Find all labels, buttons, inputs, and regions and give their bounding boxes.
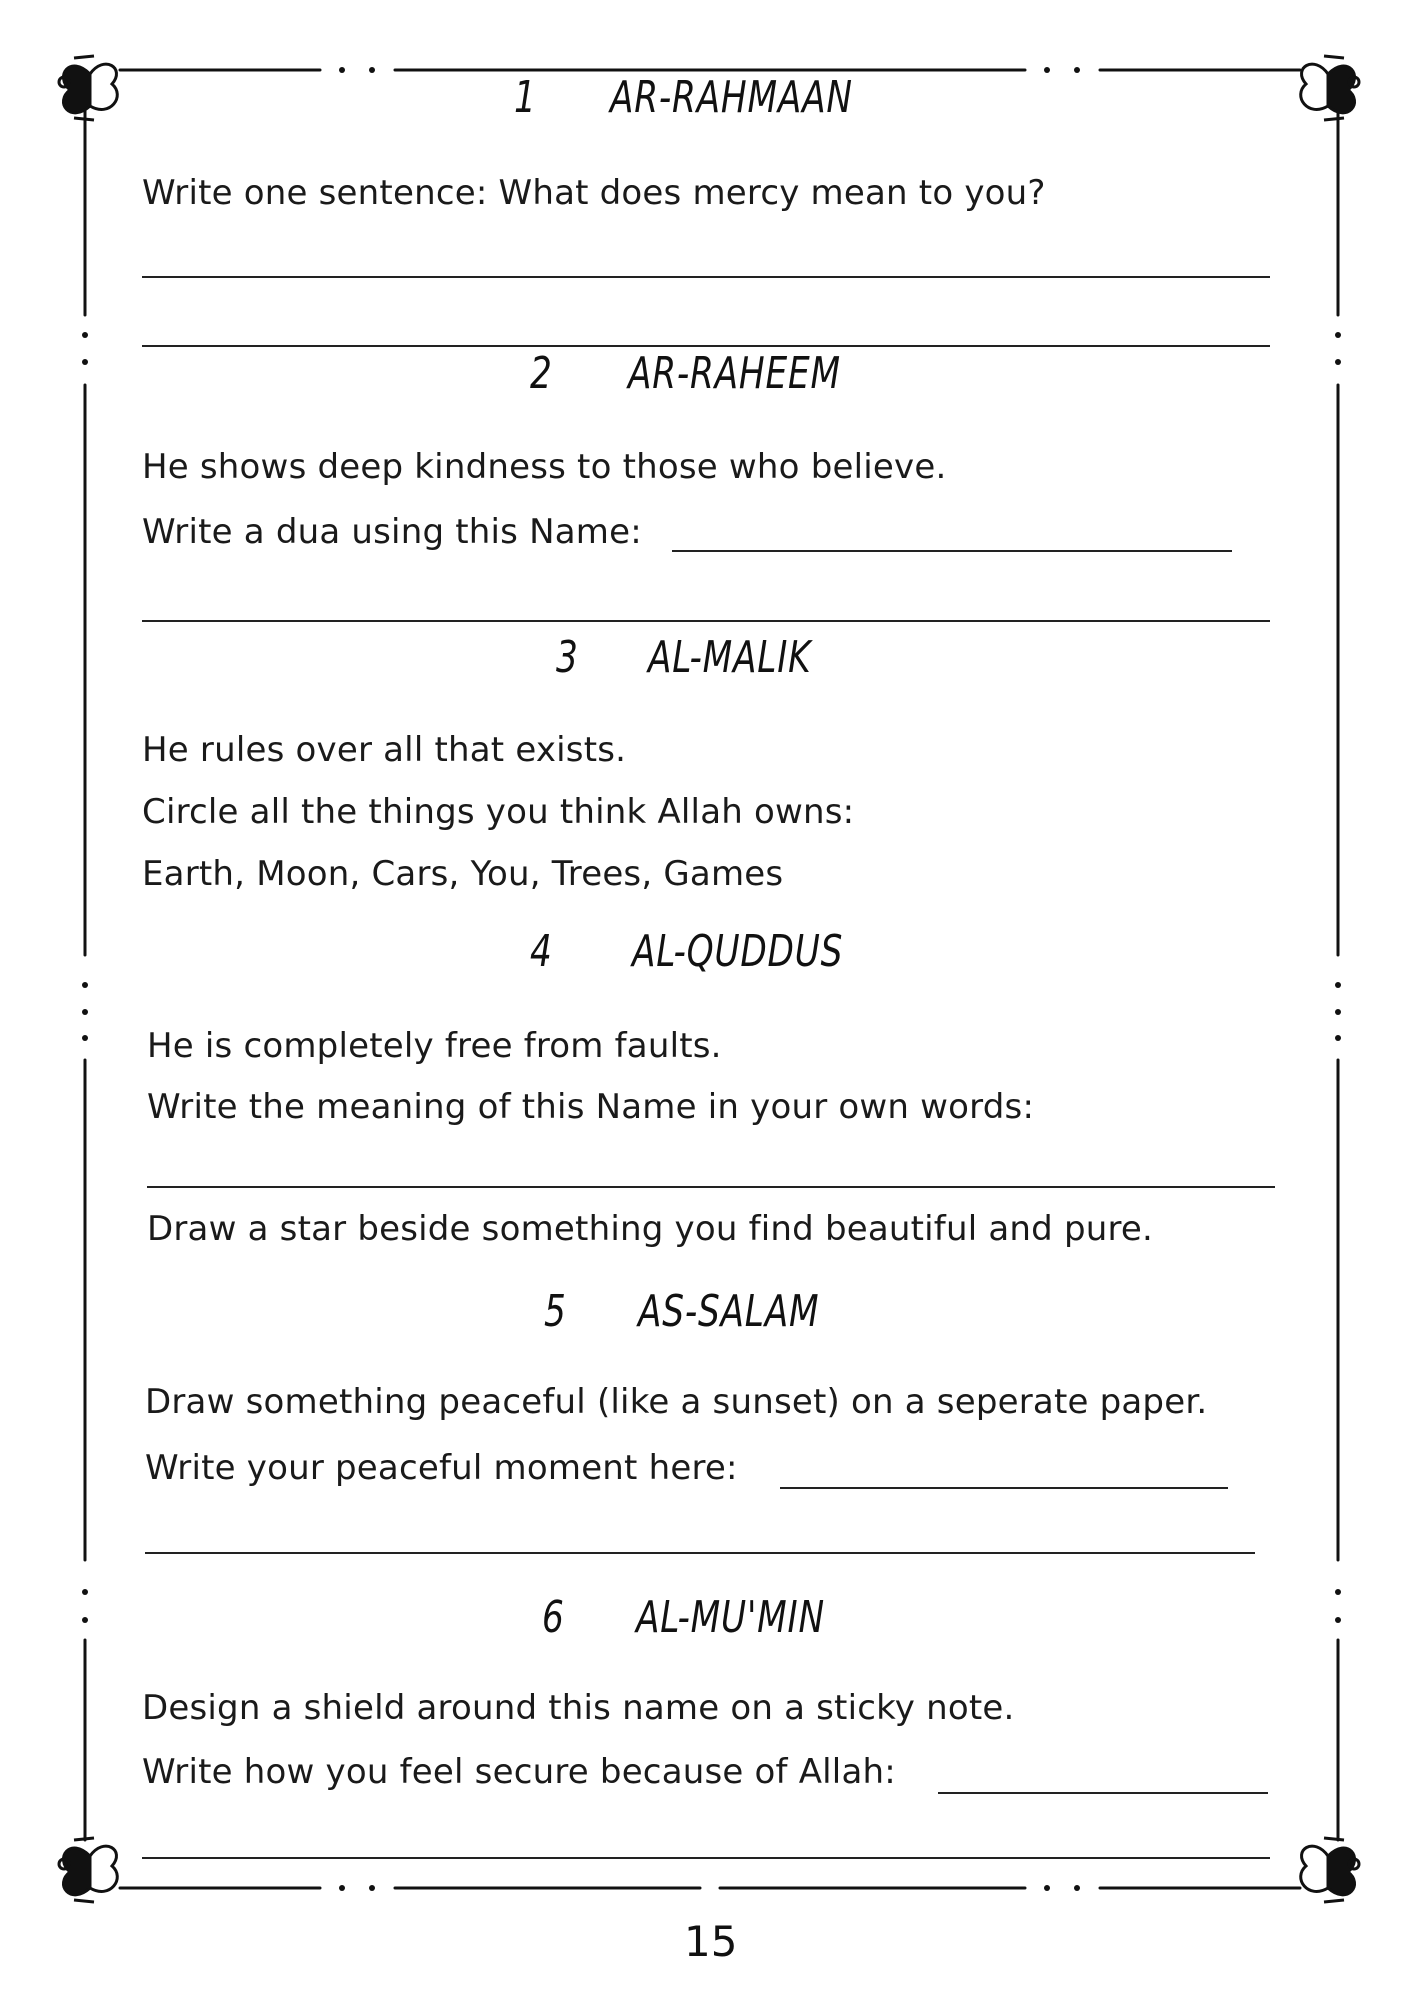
section-title: AR-RAHMAAN <box>610 72 853 123</box>
prompt-text: Write a dua using this Name: <box>142 512 642 552</box>
section-number: 2 <box>530 348 553 399</box>
writing-line[interactable] <box>142 345 1270 347</box>
prompt-text: Write the meaning of this Name in your own words: <box>147 1087 1035 1127</box>
section-title: AR-RAHEEM <box>628 348 841 399</box>
section-title: AS-SALAM <box>638 1286 820 1337</box>
prompt-text: Design a shield around this name on a sticky note. <box>142 1688 1015 1728</box>
writing-line[interactable] <box>142 276 1270 278</box>
section-number: 4 <box>530 926 553 977</box>
writing-line[interactable] <box>142 620 1270 622</box>
prompt-text: Earth, Moon, Cars, You, Trees, Games <box>142 854 784 894</box>
section-number: 1 <box>514 72 537 123</box>
section-number: 5 <box>544 1286 567 1337</box>
prompt-text: He rules over all that exists. <box>142 730 627 770</box>
prompt-text: Circle all the things you think Allah owns: <box>142 792 855 832</box>
section-number: 3 <box>556 632 579 683</box>
writing-line[interactable] <box>142 1857 1270 1859</box>
writing-line[interactable] <box>938 1792 1268 1794</box>
writing-line[interactable] <box>145 1552 1255 1554</box>
prompt-text: He shows deep kindness to those who believe. <box>142 447 947 487</box>
prompt-text: Write how you feel secure because of Allah: <box>142 1752 896 1792</box>
prompt-text: Write your peaceful moment here: <box>145 1448 738 1488</box>
prompt-text: He is completely free from faults. <box>147 1026 722 1066</box>
page-number: 15 <box>684 1917 738 1966</box>
section-title: AL-QUDDUS <box>632 926 844 977</box>
section-title: AL-MALIK <box>648 632 812 683</box>
section-title: AL-MU'MIN <box>636 1592 825 1643</box>
writing-line[interactable] <box>780 1487 1228 1489</box>
prompt-text: Draw a star beside something you find beautiful and pure. <box>147 1209 1154 1249</box>
writing-line[interactable] <box>147 1186 1275 1188</box>
section-number: 6 <box>542 1592 565 1643</box>
prompt-text: Write one sentence: What does mercy mean to you? <box>142 173 1046 213</box>
prompt-text: Draw something peaceful (like a sunset) on a seperate paper. <box>145 1382 1208 1422</box>
writing-line[interactable] <box>672 550 1232 552</box>
